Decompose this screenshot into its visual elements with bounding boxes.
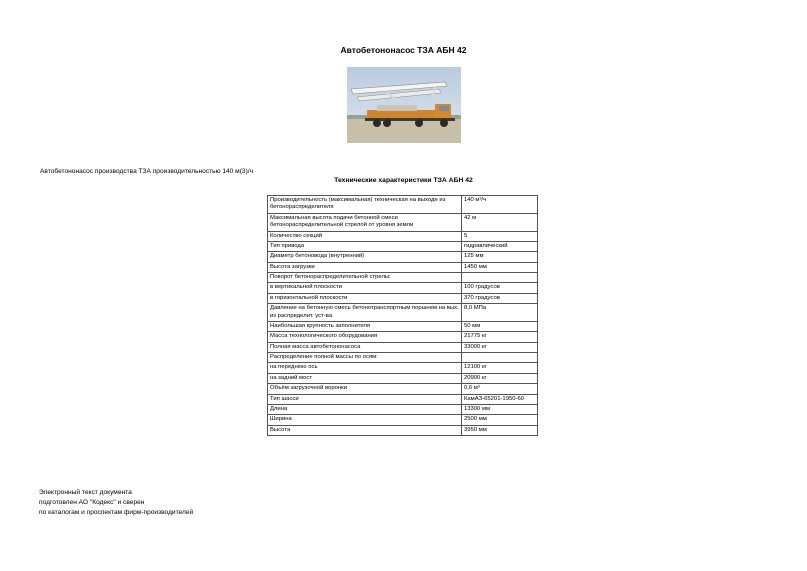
table-row	[268, 304, 538, 322]
table-row	[268, 373, 538, 383]
parameter-cell: в вертикальной плоскости	[268, 283, 462, 293]
value-cell: 42 м	[461, 213, 537, 231]
value-cell: 5	[461, 231, 537, 241]
value-cell: 125 мм	[461, 252, 537, 262]
table-row	[268, 332, 538, 342]
footer-line: подготовлен АО "Кодекс" и сверен	[39, 499, 145, 507]
intro-text: Автобетононасос производства ТЗА производительностью 140 м(3)/ч	[40, 168, 254, 175]
table-row	[268, 283, 538, 293]
value-cell: 50 мм	[461, 321, 537, 331]
parameter-cell: Распределение полной массы по осям:	[268, 353, 462, 363]
table-row	[268, 252, 538, 262]
value-cell: 100 градусов	[461, 283, 537, 293]
table-row	[268, 404, 538, 414]
value-cell: 13300 мм	[461, 404, 537, 414]
document-title: Автобетононасос ТЗА АБН 42	[340, 45, 467, 55]
parameter-cell: Длина	[268, 404, 462, 414]
parameter-cell: Давление на бетонную смесь бетонотранспортным поршнем на вых. из распределит. уст-ва	[268, 304, 462, 322]
table-row	[268, 394, 538, 404]
footer-line: по каталогам и проспектам фирм-производителей	[39, 509, 194, 517]
value-cell	[461, 353, 537, 363]
parameter-cell: на переднюю ось	[268, 363, 462, 373]
table-row	[268, 384, 538, 394]
table-row	[268, 213, 538, 231]
parameter-cell: Высота	[268, 425, 462, 435]
value-cell: 0,6 м³	[461, 384, 537, 394]
parameter-cell: Объём загрузочной воронки	[268, 384, 462, 394]
value-cell: 1450 мм	[461, 262, 537, 272]
table-row	[268, 273, 538, 283]
value-cell: 3950 мм	[461, 425, 537, 435]
parameter-cell: на задний мост	[268, 373, 462, 383]
value-cell: 20900 кг	[461, 373, 537, 383]
value-cell: гидравлический	[461, 241, 537, 251]
value-cell: 21775 кг	[461, 332, 537, 342]
table-row	[268, 241, 538, 251]
table-row	[268, 353, 538, 363]
parameter-cell: Тип шасси	[268, 394, 462, 404]
parameter-cell: Количество секций	[268, 231, 462, 241]
table-row	[268, 425, 538, 435]
parameter-cell: Масса технологического оборудования	[268, 332, 462, 342]
value-cell: 12100 кг	[461, 363, 537, 373]
value-cell: 140 м³/ч	[461, 196, 537, 214]
table-row	[268, 342, 538, 352]
parameter-cell: Диаметр бетоновода (внутренний)	[268, 252, 462, 262]
value-cell: 370 градусов	[461, 293, 537, 303]
footer-line: Электронный текст документа	[39, 489, 132, 496]
value-cell: 2500 мм	[461, 415, 537, 425]
table-row	[268, 363, 538, 373]
specs-table	[267, 195, 538, 436]
parameter-cell: в горизонтальной плоскости	[268, 293, 462, 303]
parameter-cell: Ширина	[268, 415, 462, 425]
value-cell	[461, 273, 537, 283]
parameter-cell: Тип привода	[268, 241, 462, 251]
specs-table-body	[268, 196, 538, 436]
table-row	[268, 196, 538, 214]
parameter-cell: Поворот бетонораспределительной стрелы:	[268, 273, 462, 283]
footer-note	[39, 488, 193, 519]
parameter-cell: Полная масса автобетононасоса	[268, 342, 462, 352]
value-cell: 33000 кг	[461, 342, 537, 352]
parameter-cell: Наибольшая крупность заполнителя	[268, 321, 462, 331]
value-cell: 8,0 МПа	[461, 304, 537, 322]
table-row	[268, 262, 538, 272]
table-row	[268, 321, 538, 331]
parameter-cell: Производительность (максимальная) техническая на выходе из бетонораспределителя	[268, 196, 462, 214]
table-row	[268, 293, 538, 303]
concrete-pump-truck-photo	[347, 67, 461, 143]
table-row	[268, 231, 538, 241]
parameter-cell: Высота загрузки	[268, 262, 462, 272]
table-row	[268, 415, 538, 425]
parameter-cell: Максимальная высота подачи бетонной смеси бетонораспределительной стрелой от уровня земли	[268, 213, 462, 231]
value-cell: КамАЗ-65201-1950-60	[461, 394, 537, 404]
table-title: Технические характеристики ТЗА АБН 42	[334, 177, 473, 184]
